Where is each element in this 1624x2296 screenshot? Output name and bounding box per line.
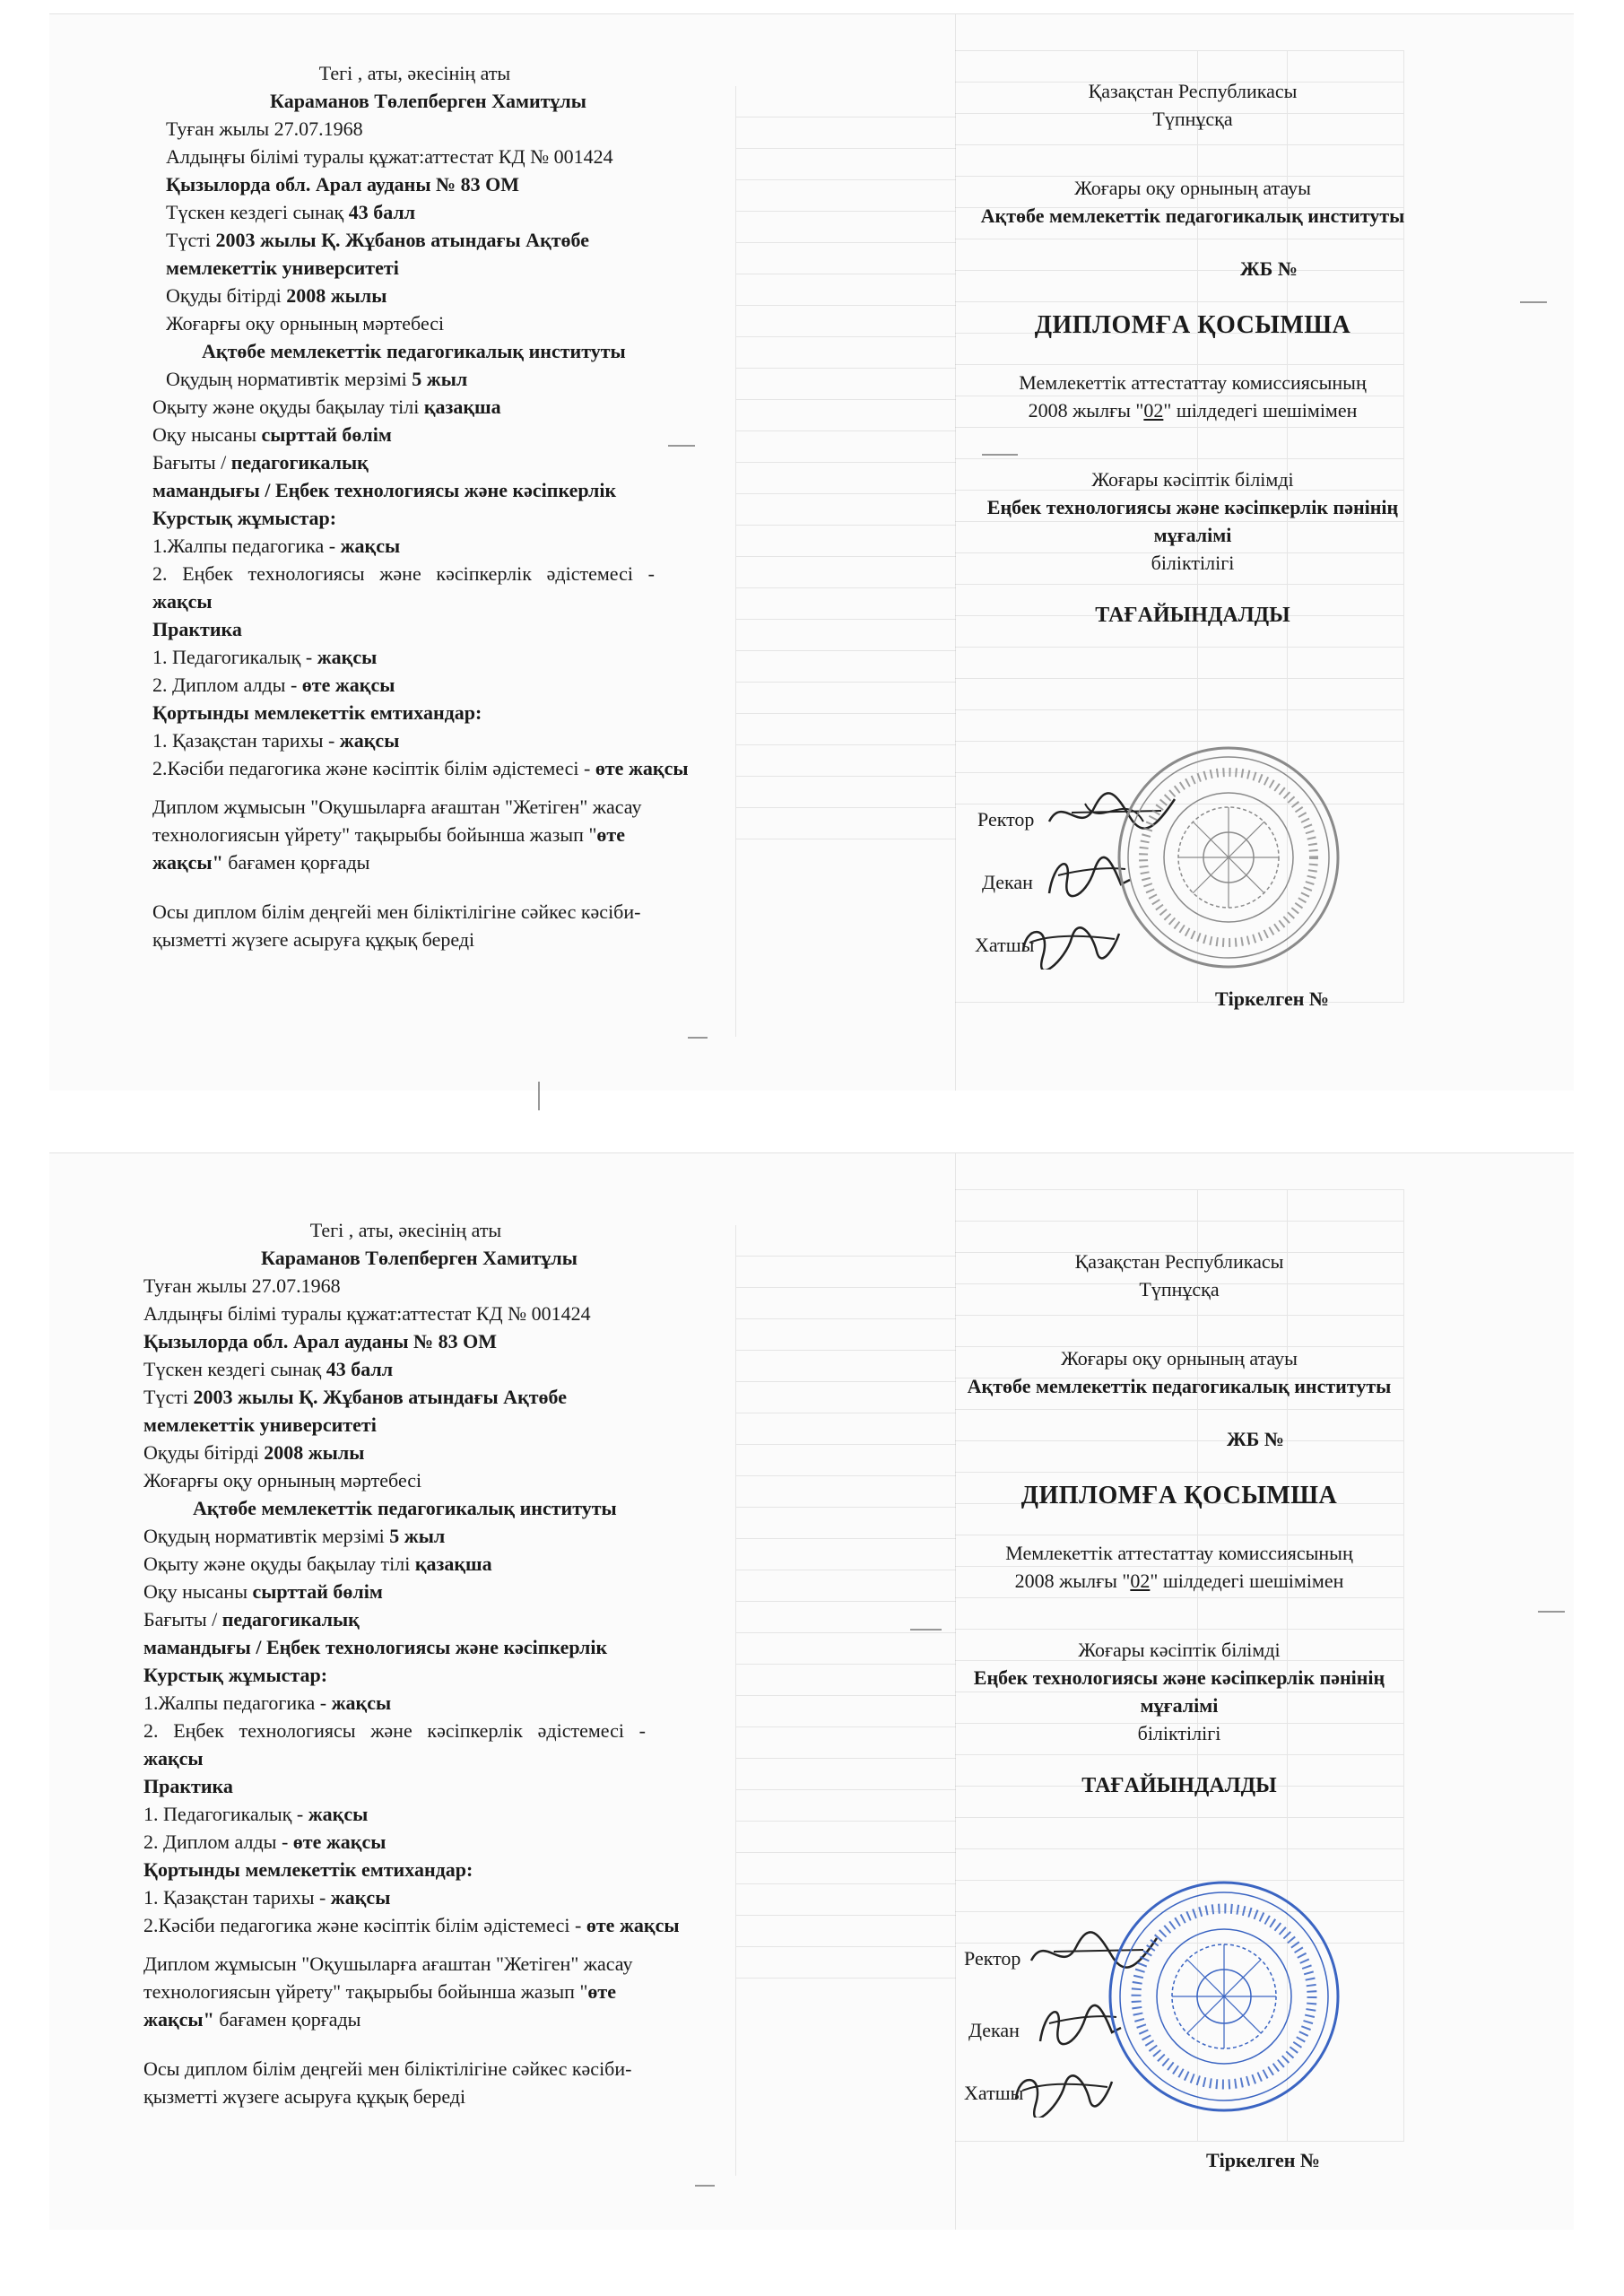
series-number: ЖБ №	[1227, 1428, 1284, 1450]
signatures-block	[910, 1911, 1448, 2180]
practice-item: 2. Диплом алды - өте жақсы	[143, 1831, 386, 1853]
graduated-value: 2008 жылы	[264, 1441, 365, 1464]
birth-label: Туған жылы	[166, 117, 270, 140]
student-details-page	[143, 1216, 731, 2110]
dean-label: Декан	[968, 2019, 1020, 2041]
exam-item: 1. Қазақстан тарихы - жақсы	[143, 1886, 391, 1909]
practice-item: 1. Педагогикалық - жақсы	[143, 1803, 369, 1825]
student-details-page	[152, 59, 740, 953]
thesis-statement: Диплом жұмысын "Оқушыларға ағаштан "Жетіген" жасау технологиясын үйрету" тақырыбы бойынша жазып "өте жақсы" бағамен қорғады	[143, 1952, 633, 2031]
specialty-value: Еңбек технологиясы және кәсіпкерлік	[274, 479, 617, 501]
graduated-label: Оқуды бітірді	[166, 284, 282, 307]
qualification-line: Еңбек технологиясы және кәсіпкерлік пәнінің мұғалімі	[973, 1666, 1385, 1717]
language-label: Оқыту және оқуды бақылау тілі	[143, 1552, 411, 1575]
coursework-item: 1.Жалпы педагогика - жақсы	[152, 535, 401, 557]
exams-title: Қортынды мемлекеттік емтихандар:	[143, 1858, 473, 1881]
practice-title: Практика	[143, 1775, 233, 1797]
term-value: 5 жыл	[389, 1525, 446, 1547]
university-name: Ақтөбе мемлекеттік педагогикалық институты	[967, 1375, 1392, 1397]
practice-item: 2. Диплом алды - өте жақсы	[152, 674, 395, 696]
dean-label: Декан	[982, 871, 1033, 893]
status-value: Ақтөбе мемлекеттік педагогикалық институты	[202, 340, 626, 362]
term-label: Оқудың нормативтік мерзімі	[166, 368, 407, 390]
school-name: Қызылорда обл. Арал ауданы № 83 ОМ	[166, 173, 519, 196]
scan-mark	[695, 2185, 715, 2187]
qualification-suffix: біліктілігі	[1151, 552, 1235, 574]
official-stamp-seal	[1103, 1875, 1345, 2118]
prev-doc-label: Алдыңғы білімі туралы құжат:	[143, 1302, 403, 1325]
exam-label: Түскен кездегі сынақ	[143, 1358, 322, 1380]
birth-value: 27.07.1968	[274, 117, 363, 140]
insert-scan-top	[49, 13, 1574, 1091]
prev-doc-label: Алдыңғы білімі туралы құжат:	[166, 145, 425, 168]
exams-title: Қортынды мемлекеттік емтихандар:	[152, 701, 482, 724]
assigned-word: ТАҒАЙЫНДАЛДЫ	[1081, 1774, 1277, 1797]
secretary-label: Хатшы	[975, 934, 1035, 956]
direction-label: Бағыты /	[143, 1608, 218, 1631]
coursework-title: Курстық жұмыстар:	[152, 507, 337, 529]
entered-label: Түсті	[166, 229, 211, 251]
name-heading: Тегі , аты, әкесінің аты	[309, 1219, 502, 1241]
country-name: Қазақстан Республикасы	[1074, 1250, 1284, 1273]
original-mark: Түпнұсқа	[1139, 1278, 1220, 1300]
specialty-label: мамандығы /	[143, 1636, 262, 1658]
secretary-label: Хатшы	[964, 2082, 1024, 2104]
birth-label: Туған жылы	[143, 1274, 248, 1297]
series-number: ЖБ №	[1240, 257, 1298, 280]
education-level: Жоғары кәсіптік білімді	[1091, 468, 1294, 491]
status-value: Ақтөбе мемлекеттік педагогикалық институты	[193, 1497, 617, 1519]
rector-label: Ректор	[964, 1947, 1021, 1970]
specialty-label: мамандығы /	[152, 479, 271, 501]
practice-item: 1. Педагогикалық - жақсы	[152, 646, 378, 668]
graduated-value: 2008 жылы	[286, 284, 387, 307]
rector-label: Ректор	[977, 808, 1035, 831]
term-label: Оқудың нормативтік мерзімі	[143, 1525, 385, 1547]
status-label: Жоғарғы оқу орнының мәртебесі	[143, 1469, 422, 1492]
exam-item: 2.Кәсіби педагогика және кәсіптік білім әдістемесі - өте жақсы	[152, 757, 689, 779]
coursework-item: 2. Еңбек технологиясы және кәсіпкерлік әдістемесі - жақсы	[143, 1719, 647, 1770]
scan-mark	[688, 1037, 708, 1039]
form-label: Оқу нысаны	[143, 1580, 248, 1603]
practice-title: Практика	[152, 618, 242, 640]
birth-value: 27.07.1968	[251, 1274, 341, 1297]
document-title: ДИПЛОМҒА ҚОСЫМША	[1020, 1482, 1338, 1509]
exam-label: Түскен кездегі сынақ	[166, 201, 344, 223]
term-value: 5 жыл	[412, 368, 468, 390]
insert-scan-bottom	[49, 1152, 1574, 2230]
direction-value: педагогикалық	[221, 1608, 360, 1631]
form-label: Оқу нысаны	[152, 423, 256, 446]
direction-value: педагогикалық	[230, 451, 369, 474]
language-value: қазақша	[423, 396, 501, 418]
commission-line: Мемлекеттік аттестаттау комиссиясының	[1019, 371, 1367, 394]
coursework-item: 2. Еңбек технологиясы және кәсіпкерлік әдістемесі - жақсы	[152, 562, 656, 613]
education-level: Жоғары кәсіптік білімді	[1078, 1639, 1281, 1661]
qualification-suffix: біліктілігі	[1137, 1722, 1221, 1744]
official-stamp-seal	[1112, 741, 1345, 974]
prev-doc-value: аттестат КД № 001424	[424, 145, 613, 168]
form-value: сырттай бөлім	[261, 423, 392, 446]
country-name: Қазақстан Республикасы	[1088, 80, 1298, 102]
rights-statement: Осы диплом білім деңгейі мен біліктілігіне сәйкес кәсіби-қызметті жүзеге асыруға құқық береді	[143, 2057, 632, 2108]
secretary-signature	[1009, 2064, 1116, 2118]
commission-date: 2008 жылғы "02" шілдедегі шешімімен	[1014, 1570, 1344, 1592]
thesis-statement: Диплом жұмысын "Оқушыларға ағаштан "Жетіген" жасау технологиясын үйрету" тақырыбы бойынша жазып "өте жақсы" бағамен қорғады	[152, 796, 642, 874]
exam-item: 2.Кәсіби педагогика және кәсіптік білім әдістемесі - өте жақсы	[143, 1914, 680, 1936]
document-title: ДИПЛОМҒА ҚОСЫМША	[1034, 311, 1351, 339]
scan-mark	[982, 454, 1018, 456]
diploma-insert-cover	[937, 1248, 1421, 1800]
entered-label: Түсті	[143, 1386, 188, 1408]
form-value: сырттай бөлім	[252, 1580, 383, 1603]
secretary-signature	[1016, 916, 1124, 970]
student-full-name: Караманов Төлепберген Хамитұлы	[261, 1247, 578, 1269]
language-label: Оқыту және оқуды бақылау тілі	[152, 396, 420, 418]
signatures-block	[910, 741, 1448, 1010]
qualification-line: Еңбек технологиясы және кәсіпкерлік пәнінің мұғалімі	[986, 496, 1399, 546]
university-label: Жоғары оқу орнының атауы	[1074, 177, 1311, 199]
assigned-word: ТАҒАЙЫНДАЛДЫ	[1095, 604, 1290, 627]
scan-mark	[538, 1082, 540, 1110]
exam-item: 1. Қазақстан тарихы - жақсы	[152, 729, 400, 752]
language-value: қазақша	[414, 1552, 492, 1575]
diploma-insert-cover	[951, 77, 1435, 630]
name-heading: Тегі , аты, әкесінің аты	[318, 62, 511, 84]
registration-number-label: Тіркелген №	[1206, 2149, 1321, 2171]
university-label: Жоғары оқу орнының атауы	[1061, 1347, 1298, 1370]
scan-mark	[910, 1629, 942, 1631]
scan-mark	[1520, 301, 1547, 303]
exam-value: 43 балл	[326, 1358, 394, 1380]
coursework-item: 1.Жалпы педагогика - жақсы	[143, 1692, 392, 1714]
commission-date: 2008 жылғы "02" шілдедегі шешімімен	[1028, 399, 1358, 422]
school-name: Қызылорда обл. Арал ауданы № 83 ОМ	[143, 1330, 497, 1352]
commission-line: Мемлекеттік аттестаттау комиссиясының	[1005, 1542, 1353, 1564]
direction-label: Бағыты /	[152, 451, 227, 474]
graduated-label: Оқуды бітірді	[143, 1441, 259, 1464]
specialty-value: Еңбек технологиясы және кәсіпкерлік	[265, 1636, 608, 1658]
university-name: Ақтөбе мемлекеттік педагогикалық институты	[980, 204, 1405, 227]
entered-value: 2003 жылы Қ. Жұбанов атындағы Ақтөбе мемлекеттік университеті	[166, 229, 590, 279]
exam-value: 43 балл	[348, 201, 416, 223]
prev-doc-value: аттестат КД № 001424	[402, 1302, 591, 1325]
scan-mark	[668, 445, 695, 447]
registration-number-label: Тіркелген №	[1215, 987, 1330, 1010]
scan-mark	[1538, 1611, 1565, 1613]
student-full-name: Караманов Төлепберген Хамитұлы	[270, 90, 586, 112]
entered-value: 2003 жылы Қ. Жұбанов атындағы Ақтөбе мемлекеттік университеті	[143, 1386, 568, 1436]
coursework-title: Курстық жұмыстар:	[143, 1664, 328, 1686]
status-label: Жоғарғы оқу орнының мәртебесі	[166, 312, 445, 335]
original-mark: Түпнұсқа	[1152, 108, 1233, 130]
rights-statement: Осы диплом білім деңгейі мен біліктілігіне сәйкес кәсіби-қызметті жүзеге асыруға құқық береді	[152, 900, 641, 951]
